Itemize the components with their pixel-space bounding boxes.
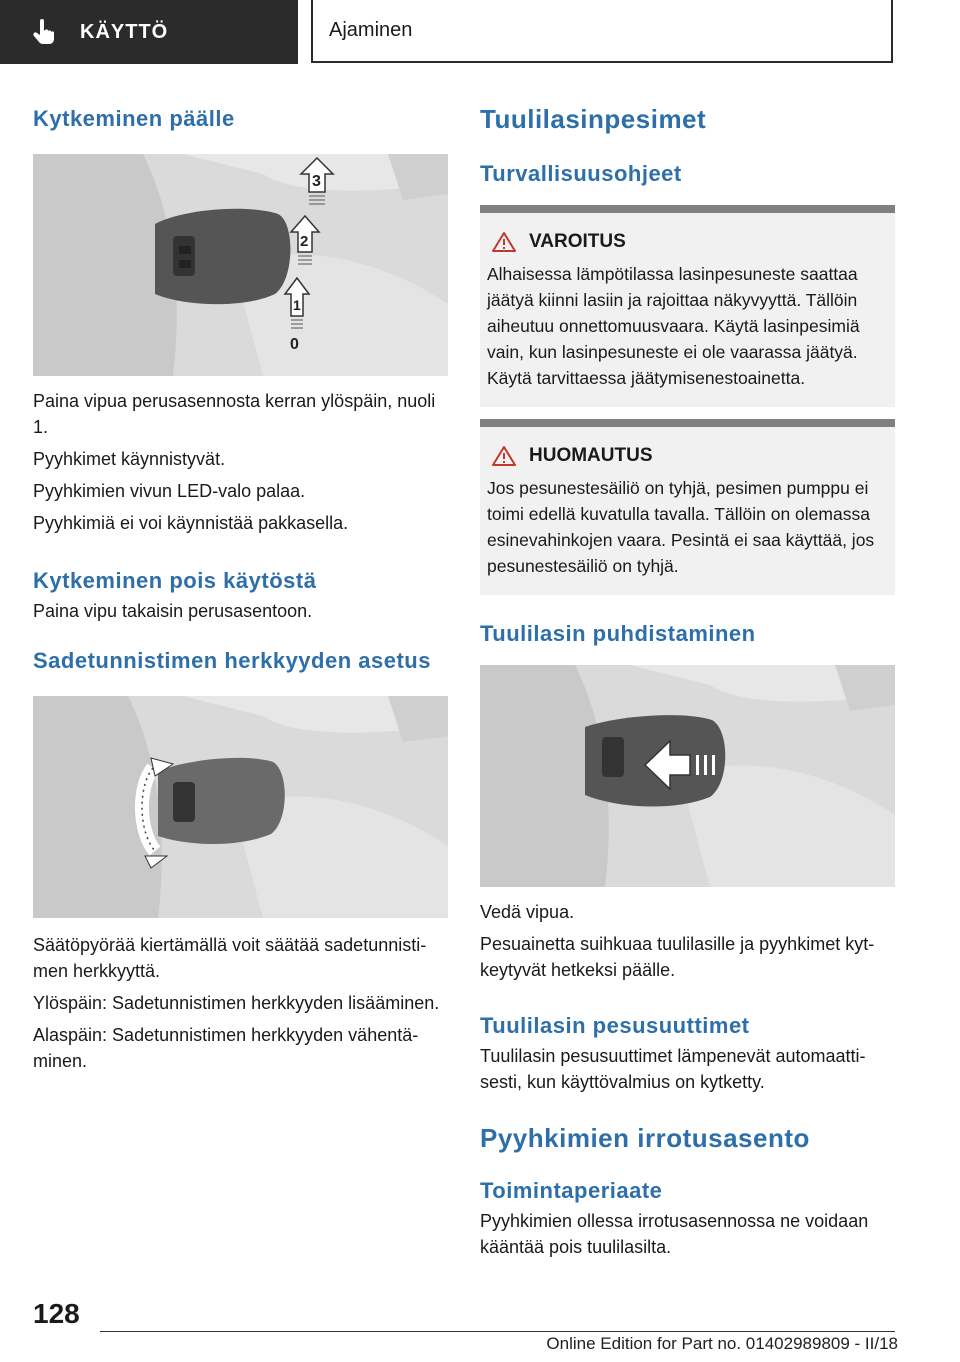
nozzles-text: Tuulilasin pesusuuttimet lämpenevät automaattisesti, kun käyttövalmius on kytketty. [480,1046,866,1092]
figure-wiper-lever-positions [33,154,448,376]
switch-on-result-2: Pyyhkimien vivun LED-valo palaa. [33,481,306,501]
left-column [33,100,448,1074]
rain-sensor-desc: Säätöpyörää kiertämällä voit säätää sadetunnistimen herkkyyttä. [33,935,427,981]
warning-text: Alhaisessa lämpötilassa lasinpesuneste saattaa jäätyä kiinni lasiin ja rajoittaa näkyvyyttä. Tällöin aiheutuu onnettomuusvaara. Käytä lasinpesimiä vain, kun lasinpesuneste ei ole vaarassa jäätyä. Käytä tarvittaessa jäätymisenestoainetta. [487,264,860,388]
heading-principle: Toimintaperiaate [480,1178,663,1203]
figure-rain-sensor-wheel [33,696,448,918]
heading-safety: Turvallisuusohjeet [480,161,682,186]
footer-edition: Online Edition for Part no. 01402989809 - II/18 [546,1334,898,1353]
fig1-label-0: 0 [290,336,299,353]
fig1-label-3: 3 [312,173,321,190]
page-number: 128 [33,1298,80,1329]
warning-triangle-icon [491,445,517,467]
warning-box [480,205,895,407]
footer-divider [100,1331,895,1332]
switch-on-result-1: Pyyhkimet käynnistyvät. [33,449,226,469]
heading-release-position: Pyyhkimien irrotusasento [480,1123,810,1153]
heading-switch-off: Kytkeminen pois käytöstä [33,568,317,593]
heading-rain-sensor: Sadetunnistimen herkkyyden asetus [33,648,431,673]
rain-sensor-up: Ylöspäin: Sadetunnistimen herkkyyden lisääminen. [33,993,440,1013]
section-tab[interactable] [0,0,298,64]
fig1-label-2: 2 [300,233,309,250]
switch-off-step: Paina vipu takaisin perusasentoon. [33,601,313,621]
fig1-label-1: 1 [293,297,301,313]
notice-title: HUOMAUTUS [529,445,653,466]
heading-cleaning: Tuulilasin puhdistaminen [480,621,756,646]
switch-on-note: Pyyhkimiä ei voi käynnistää pakkasella. [33,513,349,533]
notice-bar [480,419,895,427]
notice-text: Jos pesunestesäiliö on tyhjä, pesimen pumppu ei toimi edellä kuvatulla tavalla. Tällöin on olemassa esinevahinkojen vaara. Pesintä ei saa käyttää, jos pesunestesäiliö on tyhjä. [487,478,875,576]
rain-sensor-down: Alaspäin: Sadetunnistimen herkkyyden vähentäminen. [33,1025,419,1071]
chapter-title-text: Ajaminen [329,19,413,41]
cleaning-step: Vedä vipua. [480,902,575,922]
warning-bar [480,205,895,213]
right-column [480,100,895,1260]
heading-washers: Tuulilasinpesimet [480,104,707,134]
cleaning-result: Pesuainetta suihkuaa tuulilasille ja pyyhkimet kytkeytyvät hetkeksi päälle. [480,934,875,980]
warning-triangle-icon [491,231,517,253]
switch-on-step-1: Paina vipua perusasennosta kerran ylöspäin, nuoli 1. [33,391,436,437]
principle-text: Pyyhkimien ollessa irrotusasennossa ne voidaan kääntää pois tuulilasilta. [480,1211,869,1257]
warning-title: VAROITUS [529,231,626,252]
heading-switch-on: Kytkeminen päälle [33,106,235,131]
chapter-title [311,0,893,63]
notice-box [480,419,895,595]
heading-nozzles: Tuulilasin pesusuuttimet [480,1013,750,1038]
hand-pointer-icon [30,18,58,46]
section-tab-label: KÄYTTÖ [80,20,169,43]
figure-wiper-pull [480,665,895,887]
